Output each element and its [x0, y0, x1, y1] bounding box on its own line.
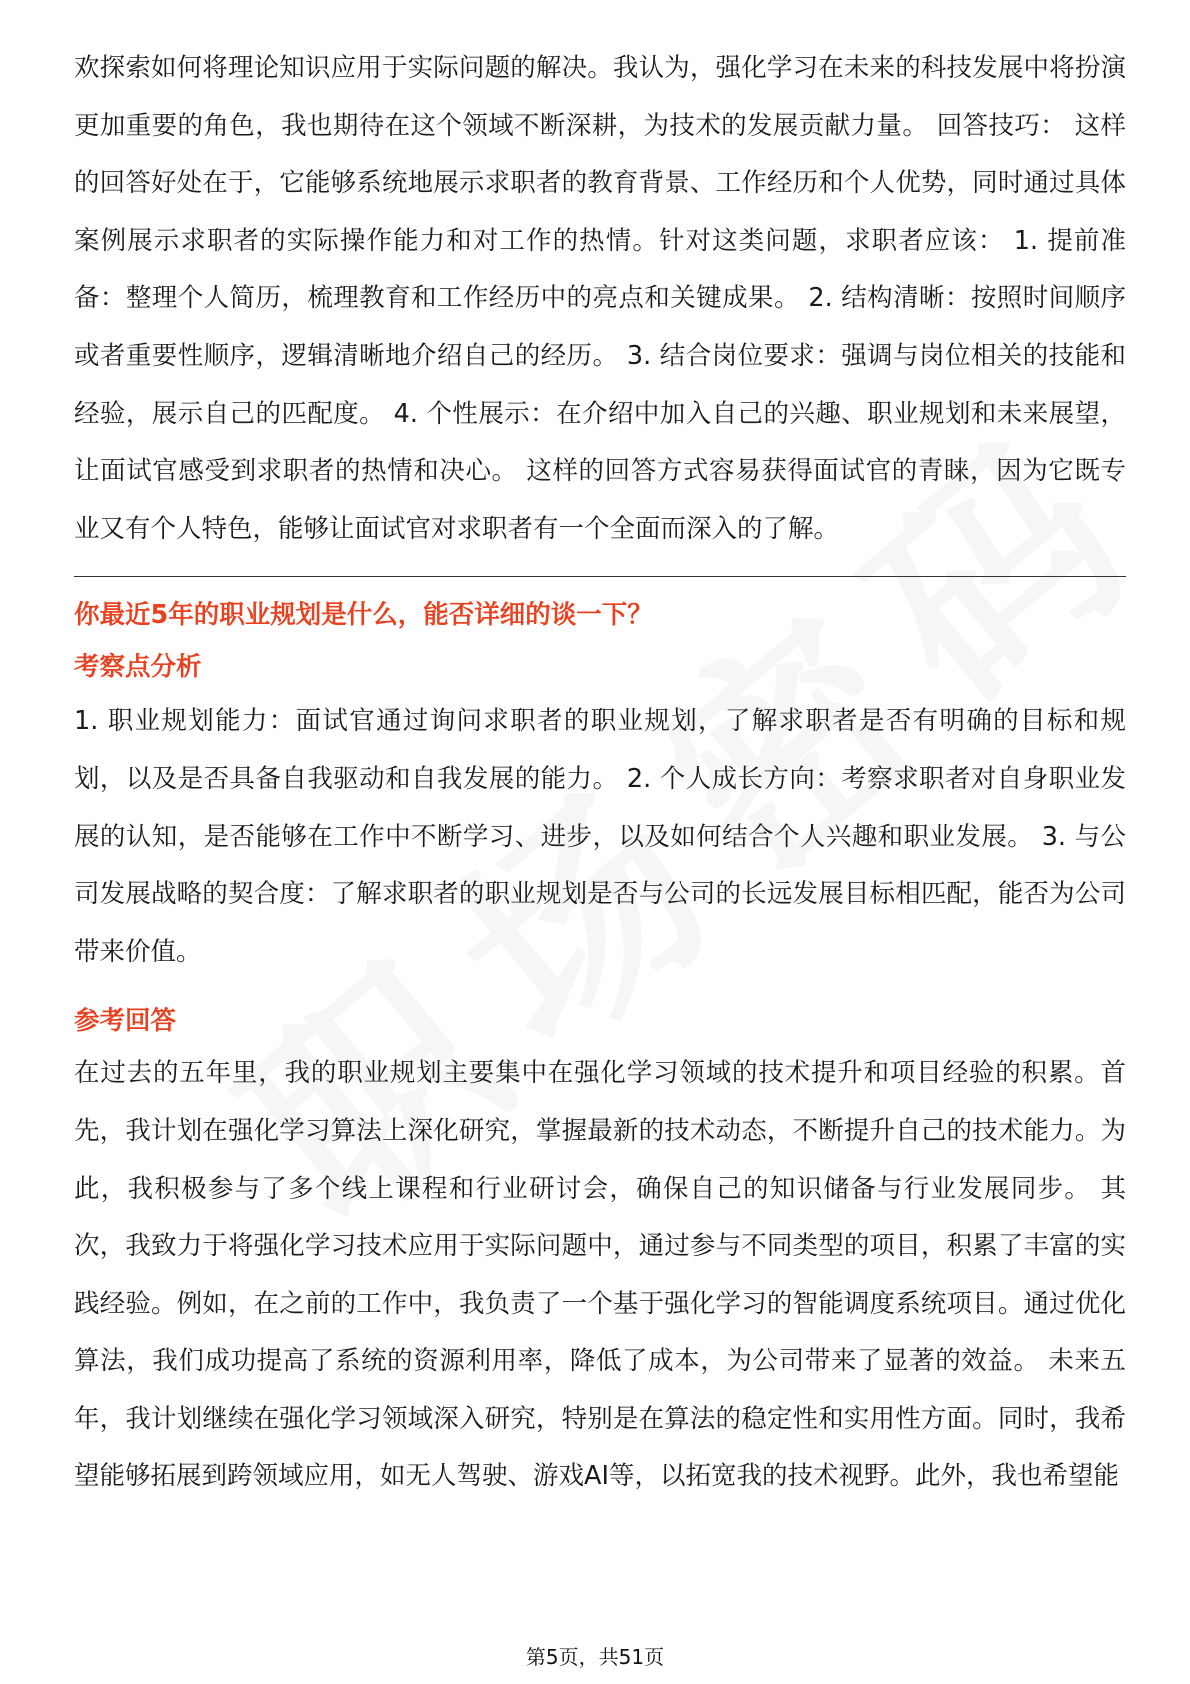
- intro-paragraph: 欢探索如何将理论知识应用于实际问题的解决。我认为，强化学习在未来的科技发展中将扮演更加重要的角色，我也期待在这个领域不断深耕，为技术的发展贡献力量。 回答技巧： 这样的回答好处在于，它能够系统地展示求职者的教育背景、工作经历和个人优势，同时通过具体案例展示求职者的实际操作能力和对工作的热情。针对这类问题，求职者应该： 1. 提前准备：整理个人简历，梳理教育和工作经历中的亮点和关键成果。 2. 结构清晰：按照时间顺序或者重要性顺序，逻辑清晰地介绍自己的经历。 3. 结合岗位要求：强调与岗位相关的技能和经验，展示自己的匹配度。 4. 个性展示：在介绍中加入自己的兴趣、职业规划和未来展望，让面试官感受到求职者的热情和决心。 这样的回答方式容易获得面试官的青睐，因为它既专业又有个人特色，能够让面试官对求职者有一个全面而深入的了解。: [74, 53, 1126, 544]
- analysis-paragraph: 1. 职业规划能力：面试官通过询问求职者的职业规划，了解求职者是否有明确的目标和规划，以及是否具备自我驱动和自我发展的能力。 2. 个人成长方向：考察求职者对自身职业发展的认知，是否能够在工作中不断学习、进步，以及如何结合个人兴趣和职业发展。 3. 与公司发展战略的契合度：了解求职者的职业规划是否与公司的长远发展目标相匹配，能否为公司带来价值。: [74, 706, 1126, 967]
- analysis-heading: 考察点分析: [74, 652, 202, 683]
- answer-paragraph: 在过去的五年里，我的职业规划主要集中在强化学习领域的技术提升和项目经验的积累。首先，我计划在强化学习算法上深化研究，掌握最新的技术动态，不断提升自己的技术能力。为此，我积极参与了多个线上课程和行业研讨会，确保自己的知识储备与行业发展同步。 其次，我致力于将强化学习技术应用于实际问题中，通过参与不同类型的项目，积累了丰富的实践经验。例如，在之前的工作中，我负责了一个基于强化学习的智能调度系统项目。通过优化算法，我们成功提高了系统的资源利用率，降低了成本，为公司带来了显著的效益。 未来五年，我计划继续在强化学习领域深入研究，特别是在算法的稳定性和实用性方面。同时，我希望能够拓展到跨领域应用，如无人驾驶、游戏AI等，以拓宽我的技术视野。此外，我也希望能: [74, 1058, 1126, 1492]
- question-title: 你最近5年的职业规划是什么，能否详细的谈一下？: [74, 600, 653, 631]
- page-number-footer: 第5页，共51页: [525, 1645, 665, 1669]
- document-page: [74, 40, 1126, 1506]
- section-divider: [74, 576, 1126, 577]
- answer-heading: 参考回答: [74, 1006, 177, 1037]
